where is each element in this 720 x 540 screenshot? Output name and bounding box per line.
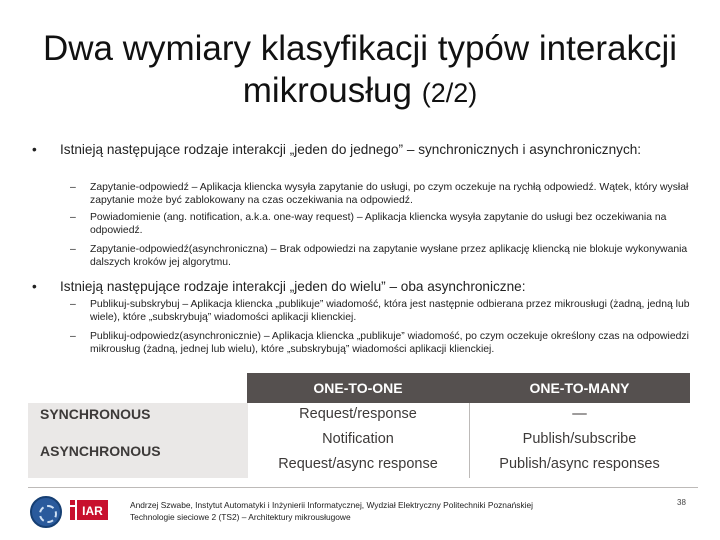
title-suffix: (2/2) (421, 78, 478, 108)
bullet-dot: • (32, 142, 37, 157)
sub-dash: – (70, 299, 76, 310)
sub-dash: – (70, 182, 76, 193)
table-cell: Publish/subscribe (522, 431, 637, 447)
sub-text: Publikuj-subskrybuj – Aplikacja kliencka „publikuje” wiadomość, która jest następnie odbierana przez mikrousługi (żadną, jedną lub wiele), które „subskrybują” wiadomości aplikacji klienckiej. (90, 299, 690, 323)
table-cell: — (572, 406, 587, 422)
row-label-asynchronous: ASYNCHRONOUS (40, 443, 161, 459)
row-label-synchronous: SYNCHRONOUS (40, 406, 151, 422)
footer-text (130, 499, 533, 523)
page-number: 38 (677, 498, 686, 507)
sub-text: Powiadomienie (ang. notification, a.k.a. one-way request) – Aplikacja kliencka wysyła zapytanie do usługi bez oczekiwania na odpowiedź. (90, 212, 667, 236)
sub-dash: – (70, 244, 76, 255)
sub-text: Zapytanie-odpowiedź(asynchroniczna) – Brak odpowiedzi na zapytanie wysłane przez aplikację kliencką nie blokuje wykonywania dalszych kroków jej algorytmu. (90, 244, 688, 268)
footer-divider (28, 487, 698, 488)
iar-logo-text: IAR (82, 504, 103, 518)
slide-title (40, 28, 680, 114)
table-cell: Notification (322, 431, 394, 447)
university-seal-icon (30, 496, 62, 528)
bullet-text: Istnieją następujące rodzaje interakcji „jeden do jednego” – synchronicznych i asynchronicznych: (60, 142, 642, 157)
sub-dash: – (70, 331, 76, 342)
table-cell: Request/response (299, 406, 417, 422)
sub-text: Zapytanie-odpowiedź – Aplikacja kliencka wysyła zapytanie do usługi, po czym oczekuje na rychłą odpowiedź. Wątek, który wysłał zapytanie może być zablokowany na czas oczekiwania na odpowiedź. (90, 182, 689, 206)
footer-author: Andrzej Szwabe, Instytut Automatyki i Inżynierii Informatycznej, Wydział Elektryczny Politechniki Poznańskiej (130, 500, 534, 510)
table-cell: Request/async response (278, 456, 438, 472)
footer-course: Technologie sieciowe 2 (TS2) – Architektury mikrousługowe (130, 512, 351, 522)
table-cell: Publish/async responses (499, 456, 660, 472)
header-one-to-one: ONE-TO-ONE (313, 380, 403, 396)
sub-text: Publikuj-odpowiedz(asynchronicznie) – Aplikacja kliencka „publikuje” wiadomość, po czym oczekuje określony czas na odpowiedzi mikrousług (żadną, jednej lub wielu), które „subskrybują” wiadomości aplikacji klienckiej. (90, 331, 689, 355)
iar-logo-icon (68, 497, 110, 523)
bullet-dot: • (32, 279, 37, 294)
sub-dash: – (70, 212, 76, 223)
title-main: Dwa wymiary klasyfikacji typów interakcji mikrousług (42, 29, 678, 110)
bullet-text: Istnieją następujące rodzaje interakcji „jeden do wielu” – oba asynchroniczne: (60, 279, 526, 294)
header-one-to-many: ONE-TO-MANY (529, 380, 630, 396)
